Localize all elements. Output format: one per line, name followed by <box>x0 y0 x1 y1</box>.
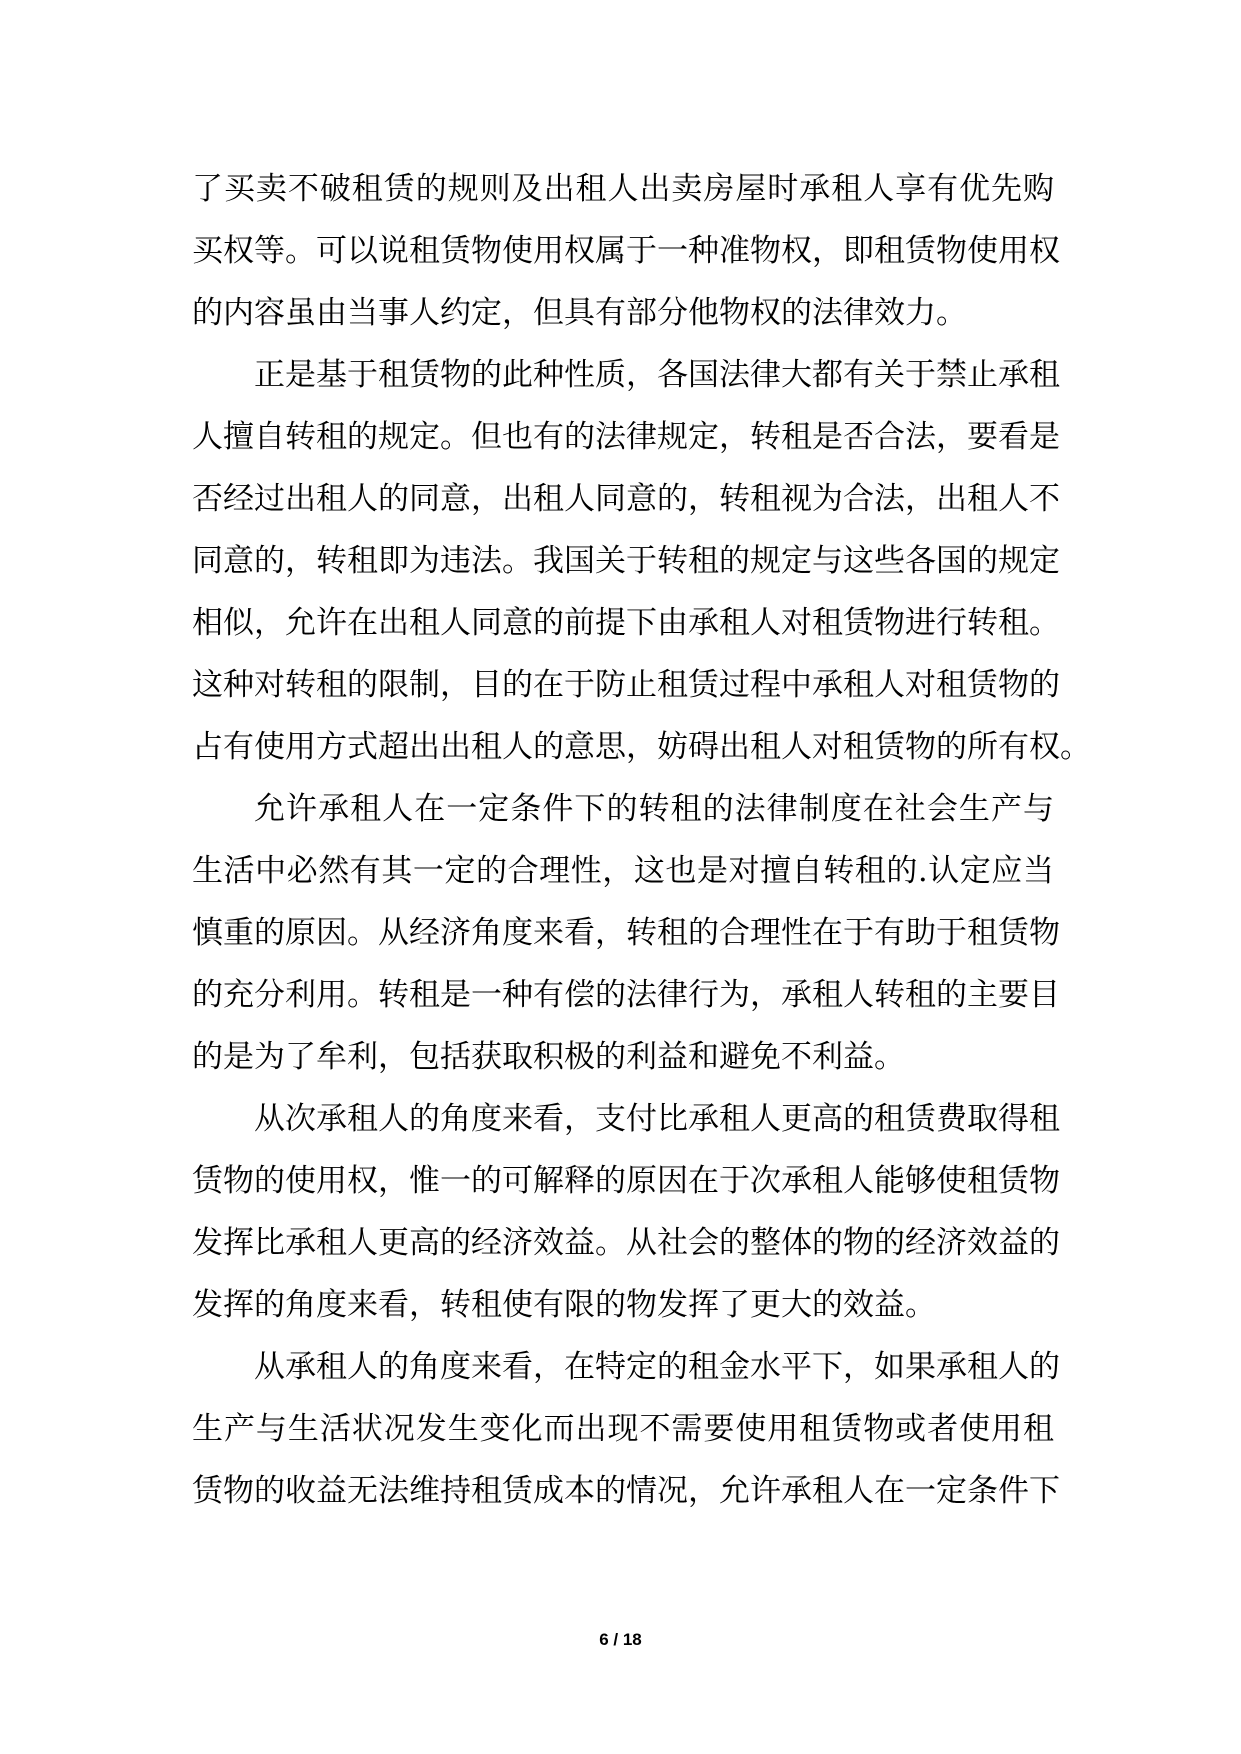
paragraph <box>192 1336 1060 1522</box>
text-line: 相似，允许在出租人同意的前提下由承租人对租赁物进行转租。 <box>192 605 1060 641</box>
text-line: 占有使用方式超出出租人的意思，妨碍出租人对租赁物的所有权。 <box>192 729 1091 765</box>
text-line: 生活中必然有其一定的合理性，这也是对擅自转租的.认定应当 <box>192 853 1054 889</box>
text-line: 从次承租人的角度来看，支付比承租人更高的租赁费取得租 <box>254 1101 1060 1137</box>
page-number: 6 / 18 <box>599 1630 642 1649</box>
text-line: 发挥的角度来看，转租使有限的物发挥了更大的效益。 <box>192 1287 936 1323</box>
text-line: 买权等。可以说租赁物使用权属于一种准物权，即租赁物使用权 <box>192 233 1060 269</box>
text-line: 发挥比承租人更高的经济效益。从社会的整体的物的经济效益的 <box>192 1225 1060 1261</box>
text-line: 赁物的使用权，惟一的可解释的原因在于次承租人能够使租赁物 <box>192 1163 1060 1199</box>
text-line: 这种对转租的限制，目的在于防止租赁过程中承租人对租赁物的 <box>192 667 1060 703</box>
text-line: 的充分利用。转租是一种有偿的法律行为，承租人转租的主要目 <box>192 977 1060 1013</box>
paragraph <box>192 344 1091 778</box>
paragraph <box>192 158 1060 344</box>
text-line: 生产与生活状况发生变化而出现不需要使用租赁物或者使用租 <box>192 1411 1054 1447</box>
text-line: 的是为了牟利，包括获取积极的利益和避免不利益。 <box>192 1039 905 1075</box>
text-line: 的内容虽由当事人约定，但具有部分他物权的法律效力。 <box>192 295 967 331</box>
text-line: 人擅自转租的规定。但也有的法律规定，转租是否合法，要看是 <box>192 419 1060 455</box>
text-line: 否经过出租人的同意，出租人同意的，转租视为合法，出租人不 <box>192 481 1060 517</box>
text-line: 同意的，转租即为违法。我国关于转租的规定与这些各国的规定 <box>192 543 1060 579</box>
text-line: 允许承租人在一定条件下的转租的法律制度在社会生产与 <box>254 791 1054 827</box>
text-line: 正是基于租赁物的此种性质，各国法律大都有关于禁止承租 <box>254 357 1060 393</box>
text-line: 从承租人的角度来看，在特定的租金水平下，如果承租人的 <box>254 1349 1060 1385</box>
text-line: 慎重的原因。从经济角度来看，转租的合理性在于有助于租赁物 <box>192 915 1060 951</box>
paragraph <box>192 1088 1060 1336</box>
paragraph <box>192 778 1060 1088</box>
text-line: 赁物的收益无法维持租赁成本的情况，允许承租人在一定条件下 <box>192 1473 1060 1509</box>
text-line: 了买卖不破租赁的规则及出租人出卖房屋时承租人享有优先购 <box>192 171 1054 207</box>
document-body <box>192 158 1091 1522</box>
